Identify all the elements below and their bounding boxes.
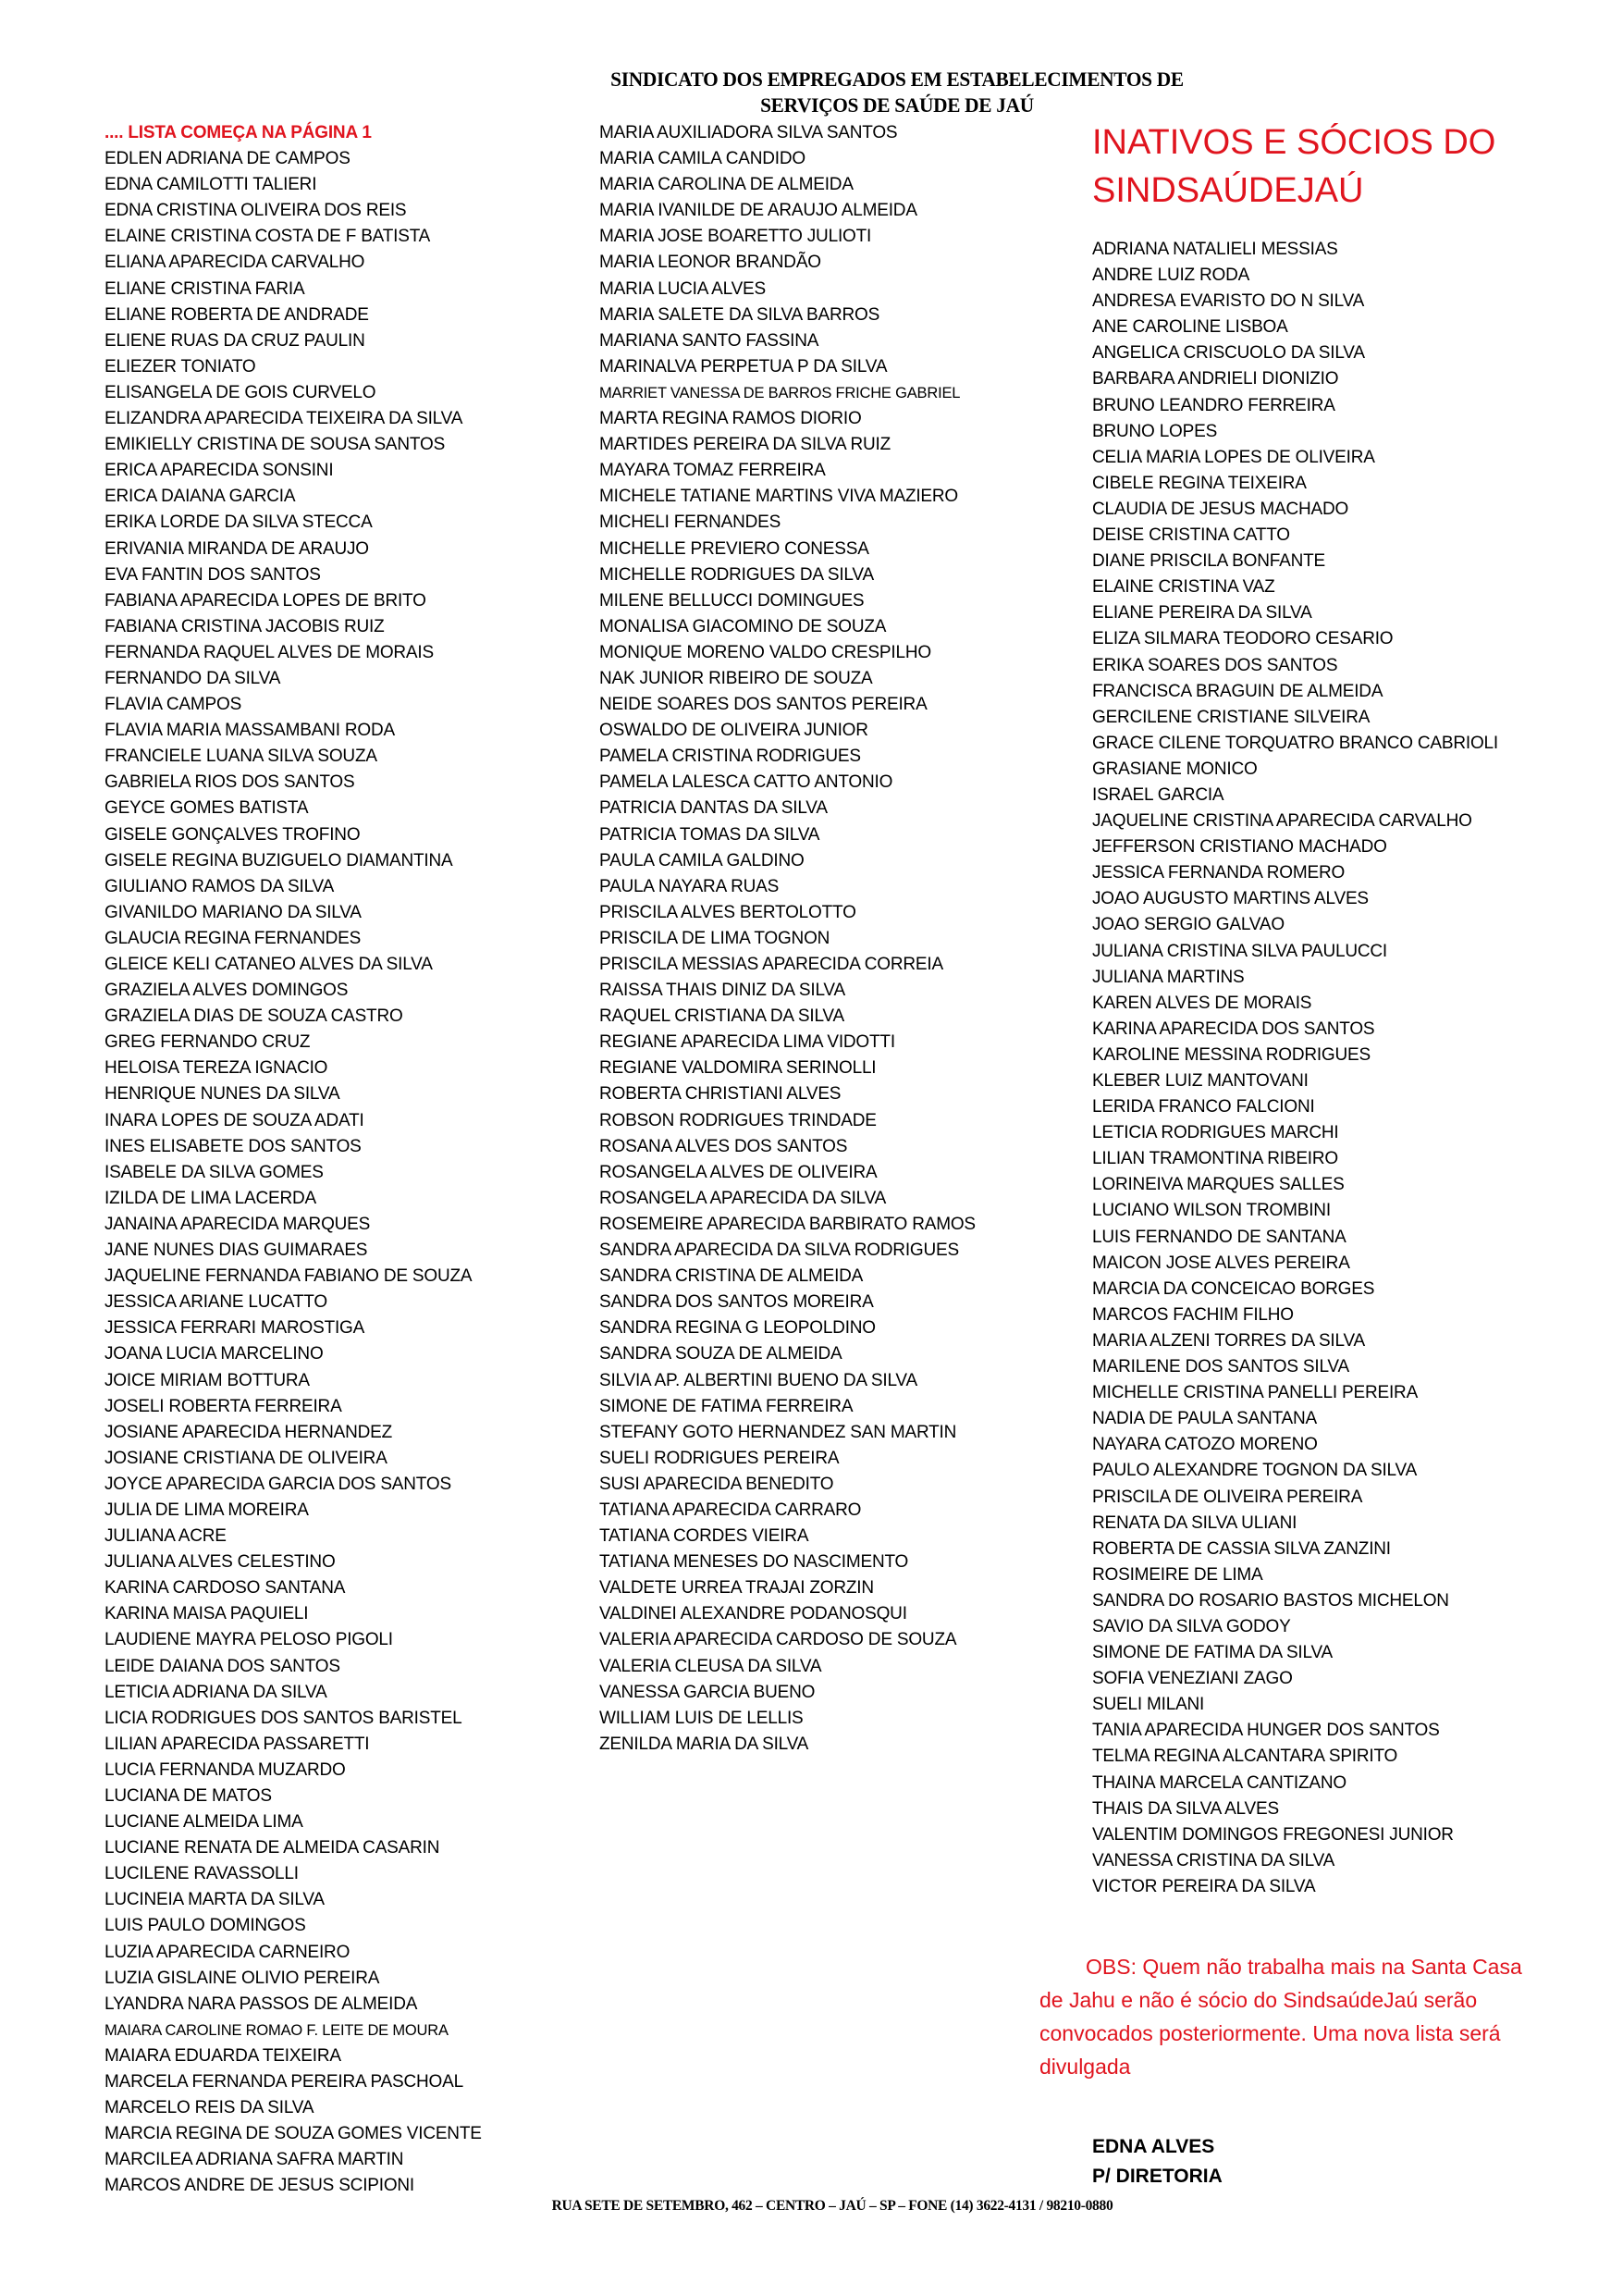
list-item: SANDRA CRISTINA DE ALMEIDA xyxy=(599,1266,864,1287)
list-item: ADRIANA NATALIELI MESSIAS xyxy=(1092,240,1338,259)
list-item: LUCINEIA MARTA DA SILVA xyxy=(105,1890,325,1910)
list-item: JOSIANE APARECIDA HERNANDEZ xyxy=(105,1422,392,1442)
name-list-column-2 xyxy=(599,120,976,1758)
header-line-1: SINDICATO DOS EMPREGADOS EM ESTABELECIMENTOS DE xyxy=(610,68,1184,91)
list-item: GEYCE GOMES BATISTA xyxy=(105,798,309,819)
list-item: GISELE GONÇALVES TROFINO xyxy=(105,824,361,845)
list-item: ELIANE CRISTINA FARIA xyxy=(105,278,305,299)
signature-role: P/ DIRETORIA xyxy=(1092,2166,1223,2187)
list-item: JOICE MIRIAM BOTTURA xyxy=(105,1370,310,1390)
list-item: ISABELE DA SILVA GOMES xyxy=(105,1162,324,1182)
list-item: PRISCILA DE OLIVEIRA PEREIRA xyxy=(1092,1487,1363,1507)
list-item: VALDINEI ALEXANDRE PODANOSQUI xyxy=(599,1604,907,1624)
list-item: MARCIA REGINA DE SOUZA GOMES VICENTE xyxy=(105,2124,482,2144)
list-item: HENRIQUE NUNES DA SILVA xyxy=(105,1084,340,1105)
list-item: JAQUELINE CRISTINA APARECIDA CARVALHO xyxy=(1092,811,1472,832)
list-item: REGIANE APARECIDA LIMA VIDOTTI xyxy=(599,1032,895,1053)
list-item: KAROLINE MESSINA RODRIGUES xyxy=(1092,1044,1371,1065)
list-item: SUSI APARECIDA BENEDITO xyxy=(599,1474,834,1494)
list-item: LUZIA APARECIDA CARNEIRO xyxy=(105,1942,350,1962)
list-item: LUZIA GISLAINE OLIVIO PEREIRA xyxy=(105,1968,380,1988)
list-item: SAVIO DA SILVA GODOY xyxy=(1092,1616,1291,1636)
list-item: SANDRA SOUZA DE ALMEIDA xyxy=(599,1344,842,1364)
list-item: ANE CAROLINE LISBOA xyxy=(1092,317,1288,338)
list-item: PRISCILA MESSIAS APARECIDA CORREIA xyxy=(599,955,943,974)
list-item: VALENTIM DOMINGOS FREGONESI JUNIOR xyxy=(1092,1824,1454,1845)
list-item: LUCILENE RAVASSOLLI xyxy=(105,1864,299,1884)
list-item: NAK JUNIOR RIBEIRO DE SOUZA xyxy=(599,668,873,688)
list-item: LUIS PAULO DOMINGOS xyxy=(105,1916,306,1936)
list-item: MARIA IVANILDE DE ARAUJO ALMEIDA xyxy=(599,201,917,221)
list-item: KARINA CARDOSO SANTANA xyxy=(105,1578,346,1599)
list-item: JAQUELINE FERNANDA FABIANO DE SOUZA xyxy=(105,1266,473,1287)
list-item: VICTOR PEREIRA DA SILVA xyxy=(1092,1876,1316,1896)
list-item: GABRIELA RIOS DOS SANTOS xyxy=(105,772,355,793)
inativos-title-line-2: SINDSAÚDEJAÚ xyxy=(1092,171,1364,210)
list-item: GREG FERNANDO CRUZ xyxy=(105,1032,311,1053)
list-item: JESSICA FERRARI MAROSTIGA xyxy=(105,1318,365,1339)
list-item: JOSELI ROBERTA FERREIRA xyxy=(105,1396,342,1416)
list-item: JOSIANE CRISTIANA DE OLIVEIRA xyxy=(105,1448,387,1468)
list-item: VALERIA APARECIDA CARDOSO DE SOUZA xyxy=(599,1630,957,1650)
list-item: VALERIA CLEUSA DA SILVA xyxy=(599,1656,822,1676)
list-item: NAYARA CATOZO MORENO xyxy=(1092,1435,1318,1455)
list-item: NADIA DE PAULA SANTANA xyxy=(1092,1409,1318,1429)
list-item: LETICIA RODRIGUES MARCHI xyxy=(1092,1123,1339,1143)
list-item: SUELI RODRIGUES PEREIRA xyxy=(599,1448,840,1468)
list-item: ROBERTA DE CASSIA SILVA ZANZINI xyxy=(1092,1538,1391,1559)
inativos-section-title xyxy=(1092,118,1495,215)
header-line-2: SERVIÇOS DE SAÚDE DE JAÚ xyxy=(760,93,1034,117)
list-item: MARIANA SANTO FASSINA xyxy=(599,330,819,351)
list-item: DIANE PRISCILA BONFANTE xyxy=(1092,551,1325,572)
observation-note: OBS: Quem não trabalha mais na Santa Casa de Jahu e não é sócio do SindsaúdeJaú serão convocados posteriormente. Uma nova lista será divulgada xyxy=(1039,1955,1522,2079)
list-item: SIMONE DE FATIMA FERREIRA xyxy=(599,1396,854,1416)
list-item: GRASIANE MONICO xyxy=(1092,759,1258,779)
list-item: RENATA DA SILVA ULIANI xyxy=(1092,1512,1297,1533)
list-item: JULIANA ACRE xyxy=(105,1526,227,1547)
list-item: FRANCISCA BRAGUIN DE ALMEIDA xyxy=(1092,681,1383,701)
list-item: CIBELE REGINA TEIXEIRA xyxy=(1092,473,1307,493)
list-item: ELIEZER TONIATO xyxy=(105,356,256,376)
list-item: ANDRESA EVARISTO DO N SILVA xyxy=(1092,291,1365,312)
list-item: SANDRA REGINA G LEOPOLDINO xyxy=(599,1318,876,1339)
list-item: FRANCIELE LUANA SILVA SOUZA xyxy=(105,747,377,767)
list-item: PAULA CAMILA GALDINO xyxy=(599,850,805,870)
list-item: MICHELLE PREVIERO CONESSA xyxy=(599,538,869,559)
list-item: ELAINE CRISTINA COSTA DE F BATISTA xyxy=(105,227,431,247)
list-item: SANDRA APARECIDA DA SILVA RODRIGUES xyxy=(599,1241,959,1261)
inativos-title-line-1: INATIVOS E SÓCIOS DO xyxy=(1092,123,1496,162)
list-item: PRISCILA DE LIMA TOGNON xyxy=(599,928,830,948)
list-item: FABIANA APARECIDA LOPES DE BRITO xyxy=(105,590,426,611)
list-item: KARINA APARECIDA DOS SANTOS xyxy=(1092,1018,1375,1039)
list-item: SANDRA DOS SANTOS MOREIRA xyxy=(599,1292,874,1313)
list-item: SOFIA VENEZIANI ZAGO xyxy=(1092,1669,1293,1689)
list-item: MARIA LEONOR BRANDÃO xyxy=(599,253,821,273)
list-item: ANGELICA CRISCUOLO DA SILVA xyxy=(1092,343,1365,364)
list-item: ANDRE LUIZ RODA xyxy=(1092,265,1250,286)
list-item: CELIA MARIA LOPES DE OLIVEIRA xyxy=(1092,447,1375,467)
list-item: FERNANDO DA SILVA xyxy=(105,668,281,688)
list-item: JOAO SERGIO GALVAO xyxy=(1092,915,1285,935)
list-item: VALDETE URREA TRAJAI ZORZIN xyxy=(599,1578,874,1599)
list-item: LUCIANE RENATA DE ALMEIDA CASARIN xyxy=(105,1838,440,1858)
list-item: EDNA CAMILOTTI TALIERI xyxy=(105,175,317,195)
list-item: MARCOS ANDRE DE JESUS SCIPIONI xyxy=(105,2176,415,2196)
list-item: SIMONE DE FATIMA DA SILVA xyxy=(1092,1643,1334,1663)
list-item: LILIAN APARECIDA PASSARETTI xyxy=(105,1734,370,1754)
list-item: LUCIANE ALMEIDA LIMA xyxy=(105,1812,303,1833)
list-item: FERNANDA RAQUEL ALVES DE MORAIS xyxy=(105,642,434,662)
list-item: NEIDE SOARES DOS SANTOS PEREIRA xyxy=(599,695,928,715)
list-item: SANDRA DO ROSARIO BASTOS MICHELON xyxy=(1092,1590,1449,1611)
list-item: MICHELLE RODRIGUES DA SILVA xyxy=(599,564,874,585)
list-item: ELIZA SILMARA TEODORO CESARIO xyxy=(1092,629,1394,649)
list-item: JULIANA MARTINS xyxy=(1092,967,1245,987)
list-item: HELOISA TEREZA IGNACIO xyxy=(105,1058,328,1079)
list-item: OSWALDO DE OLIVEIRA JUNIOR xyxy=(599,721,868,741)
list-item: ERICA DAIANA GARCIA xyxy=(105,487,296,507)
list-item: ROSANGELA APARECIDA DA SILVA xyxy=(599,1188,887,1208)
list-item: VANESSA CRISTINA DA SILVA xyxy=(1092,1850,1335,1870)
list-item: PAULA NAYARA RUAS xyxy=(599,876,780,896)
list-item: JEFFERSON CRISTIANO MACHADO xyxy=(1092,837,1387,858)
list-item: KLEBER LUIZ MANTOVANI xyxy=(1092,1071,1309,1091)
list-item: JESSICA ARIANE LUCATTO xyxy=(105,1292,327,1313)
footer-address: RUA SETE DE SETEMBRO, 462 – CENTRO – JAÚ – SP – FONE (14) 3622-4131 / 98210-0880 xyxy=(551,2198,1113,2214)
list-item: ROSEMEIRE APARECIDA BARBIRATO RAMOS xyxy=(599,1214,976,1234)
list-item: LUCIANO WILSON TROMBINI xyxy=(1092,1201,1331,1221)
list-continuation-note: .... LISTA COMEÇA NA PÁGINA 1 xyxy=(105,123,372,142)
list-item: LUIS FERNANDO DE SANTANA xyxy=(1092,1227,1346,1247)
list-item: MARIA CAROLINA DE ALMEIDA xyxy=(599,175,854,195)
list-item: LYANDRA NARA PASSOS DE ALMEIDA xyxy=(105,1994,418,2014)
list-item: MARCOS FACHIM FILHO xyxy=(1092,1304,1294,1325)
list-item: MARIA AUXILIADORA SILVA SANTOS xyxy=(599,123,898,142)
list-item: MICHELI FERNANDES xyxy=(599,512,781,533)
list-item: ROSIMEIRE DE LIMA xyxy=(1092,1564,1263,1585)
list-item: TATIANA MENESES DO NASCIMENTO xyxy=(599,1552,909,1573)
list-item: MARCELO REIS DA SILVA xyxy=(105,2098,314,2118)
list-item: KAREN ALVES DE MORAIS xyxy=(1092,993,1312,1013)
list-item: WILLIAM LUIS DE LELLIS xyxy=(599,1708,804,1728)
list-item: JOYCE APARECIDA GARCIA DOS SANTOS xyxy=(105,1474,451,1494)
list-item: MICHELE TATIANE MARTINS VIVA MAZIERO xyxy=(599,487,958,507)
list-item: GLAUCIA REGINA FERNANDES xyxy=(105,928,362,948)
list-item: ELAINE CRISTINA VAZ xyxy=(1092,577,1275,598)
list-item: TELMA REGINA ALCANTARA SPIRITO xyxy=(1092,1747,1398,1767)
list-item: EMIKIELLY CRISTINA DE SOUSA SANTOS xyxy=(105,435,446,455)
signature-block xyxy=(1092,2132,1223,2191)
list-item: MONIQUE MORENO VALDO CRESPILHO xyxy=(599,642,931,662)
list-item: VANESSA GARCIA BUENO xyxy=(599,1682,816,1702)
list-item: THAINA MARCELA CANTIZANO xyxy=(1092,1772,1346,1793)
list-item: MARIA CAMILA CANDIDO xyxy=(599,149,805,169)
list-item: LUCIANA DE MATOS xyxy=(105,1786,272,1806)
list-item: ROSANGELA ALVES DE OLIVEIRA xyxy=(599,1162,878,1182)
list-item: TATIANA APARECIDA CARRARO xyxy=(599,1500,862,1520)
list-item: TATIANA CORDES VIEIRA xyxy=(599,1526,809,1547)
list-item: JESSICA FERNANDA ROMERO xyxy=(1092,863,1346,883)
list-item: EDLEN ADRIANA DE CAMPOS xyxy=(105,149,350,169)
list-item: MARIA SALETE DA SILVA BARROS xyxy=(599,304,880,325)
list-item: PATRICIA TOMAS DA SILVA xyxy=(599,824,820,845)
list-item: MONALISA GIACOMINO DE SOUZA xyxy=(599,616,887,636)
list-item: ROBERTA CHRISTIANI ALVES xyxy=(599,1084,842,1105)
list-item: DEISE CRISTINA CATTO xyxy=(1092,525,1290,546)
list-item: MARIA ALZENI TORRES DA SILVA xyxy=(1092,1330,1365,1351)
list-item: ELIANE PEREIRA DA SILVA xyxy=(1092,603,1312,623)
list-item: KARINA MAISA PAQUIELI xyxy=(105,1604,309,1624)
list-item: EDNA CRISTINA OLIVEIRA DOS REIS xyxy=(105,201,407,221)
list-item: RAQUEL CRISTIANA DA SILVA xyxy=(599,1006,844,1027)
list-item: MARCELA FERNANDA PEREIRA PASCHOAL xyxy=(105,2072,463,2092)
list-item: GIVANILDO MARIANO DA SILVA xyxy=(105,902,362,922)
list-item: PAULO ALEXANDRE TOGNON DA SILVA xyxy=(1092,1461,1418,1481)
list-item: MARIA LUCIA ALVES xyxy=(599,278,766,299)
list-item: CLAUDIA DE JESUS MACHADO xyxy=(1092,499,1349,519)
list-item: BRUNO LEANDRO FERREIRA xyxy=(1092,395,1335,415)
list-item: MARILENE DOS SANTOS SILVA xyxy=(1092,1357,1349,1377)
list-item: MARCILEA ADRIANA SAFRA MARTIN xyxy=(105,2150,404,2170)
list-item: TANIA APARECIDA HUNGER DOS SANTOS xyxy=(1092,1721,1440,1741)
list-item: MAIARA EDUARDA TEIXEIRA xyxy=(105,2045,341,2066)
list-item: REGIANE VALDOMIRA SERINOLLI xyxy=(599,1058,877,1079)
list-item: THAIS DA SILVA ALVES xyxy=(1092,1798,1279,1819)
list-item: MARRIET VANESSA DE BARROS FRICHE GABRIEL xyxy=(599,384,961,401)
list-item: LAUDIENE MAYRA PELOSO PIGOLI xyxy=(105,1630,393,1650)
list-item: MARTIDES PEREIRA DA SILVA RUIZ xyxy=(599,435,891,455)
list-item: ROBSON RODRIGUES TRINDADE xyxy=(599,1110,877,1130)
list-item: ERIVANIA MIRANDA DE ARAUJO xyxy=(105,538,369,559)
list-item: MAICON JOSE ALVES PEREIRA xyxy=(1092,1253,1350,1273)
list-item: STEFANY GOTO HERNANDEZ SAN MARTIN xyxy=(599,1422,957,1442)
list-item: PATRICIA DANTAS DA SILVA xyxy=(599,798,828,819)
list-item: JOANA LUCIA MARCELINO xyxy=(105,1344,324,1364)
list-item: ELIANE ROBERTA DE ANDRADE xyxy=(105,304,369,325)
list-item: MAYARA TOMAZ FERREIRA xyxy=(599,461,826,481)
list-item: SUELI MILANI xyxy=(1092,1695,1205,1715)
list-item: BRUNO LOPES xyxy=(1092,421,1218,441)
list-item: EVA FANTIN DOS SANTOS xyxy=(105,564,321,585)
list-item: ELIANA APARECIDA CARVALHO xyxy=(105,253,365,273)
list-item: SILVIA AP. ALBERTINI BUENO DA SILVA xyxy=(599,1370,917,1390)
list-item: RAISSA THAIS DINIZ DA SILVA xyxy=(599,981,845,1001)
list-item: JOAO AUGUSTO MARTINS ALVES xyxy=(1092,889,1369,909)
list-item: ISRAEL GARCIA xyxy=(1092,784,1224,805)
name-list-column-1 xyxy=(105,120,482,2200)
list-item: JANE NUNES DIAS GUIMARAES xyxy=(105,1241,368,1261)
list-item: INES ELISABETE DOS SANTOS xyxy=(105,1136,362,1156)
list-item: MARCIA DA CONCEICAO BORGES xyxy=(1092,1278,1375,1299)
list-item: LORINEIVA MARQUES SALLES xyxy=(1092,1175,1345,1195)
list-item: ERIKA SOARES DOS SANTOS xyxy=(1092,655,1338,675)
list-item: GRACE CILENE TORQUATRO BRANCO CABRIOLI xyxy=(1092,733,1498,753)
list-item: LERIDA FRANCO FALCIONI xyxy=(1092,1097,1315,1117)
list-item: ZENILDA MARIA DA SILVA xyxy=(599,1734,809,1754)
name-list-column-3 xyxy=(1092,237,1498,1900)
list-item: MICHELLE CRISTINA PANELLI PEREIRA xyxy=(1092,1383,1419,1403)
list-item: GLEICE KELI CATANEO ALVES DA SILVA xyxy=(105,955,433,974)
signature-name: EDNA ALVES xyxy=(1092,2136,1215,2157)
list-item: PAMELA CRISTINA RODRIGUES xyxy=(599,747,861,767)
list-item: LEIDE DAIANA DOS SANTOS xyxy=(105,1656,340,1676)
list-item: LICIA RODRIGUES DOS SANTOS BARISTEL xyxy=(105,1708,462,1728)
list-item: MARTA REGINA RAMOS DIORIO xyxy=(599,409,862,429)
list-item: ROSANA ALVES DOS SANTOS xyxy=(599,1136,848,1156)
list-item: ELIZANDRA APARECIDA TEIXEIRA DA SILVA xyxy=(105,409,463,429)
list-item: GIULIANO RAMOS DA SILVA xyxy=(105,876,335,896)
list-item: LUCIA FERNANDA MUZARDO xyxy=(105,1759,346,1780)
list-item: IZILDA DE LIMA LACERDA xyxy=(105,1188,316,1208)
list-item: INARA LOPES DE SOUZA ADATI xyxy=(105,1110,364,1130)
list-item: BARBARA ANDRIELI DIONIZIO xyxy=(1092,369,1339,389)
list-item: FABIANA CRISTINA JACOBIS RUIZ xyxy=(105,616,385,636)
list-item: GRAZIELA ALVES DOMINGOS xyxy=(105,981,349,1001)
list-item: LILIAN TRAMONTINA RIBEIRO xyxy=(1092,1149,1338,1169)
list-item: JULIA DE LIMA MOREIRA xyxy=(105,1500,309,1520)
list-item: ELIENE RUAS DA CRUZ PAULIN xyxy=(105,330,365,351)
list-item: MILENE BELLUCCI DOMINGUES xyxy=(599,590,865,611)
list-item: ERIKA LORDE DA SILVA STECCA xyxy=(105,512,373,533)
list-item: GRAZIELA DIAS DE SOUZA CASTRO xyxy=(105,1006,403,1027)
list-item: ERICA APARECIDA SONSINI xyxy=(105,461,334,481)
list-item: MAIARA CAROLINE ROMAO F. LEITE DE MOURA xyxy=(105,2021,449,2039)
list-item: GISELE REGINA BUZIGUELO DIAMANTINA xyxy=(105,850,453,870)
list-item: JULIANA ALVES CELESTINO xyxy=(105,1552,336,1573)
list-item: MARIA JOSE BOARETTO JULIOTI xyxy=(599,227,872,247)
list-item: JANAINA APARECIDA MARQUES xyxy=(105,1214,371,1234)
list-item: JULIANA CRISTINA SILVA PAULUCCI xyxy=(1092,941,1388,961)
list-item: ELISANGELA DE GOIS CURVELO xyxy=(105,382,376,402)
list-item: PAMELA LALESCA CATTO ANTONIO xyxy=(599,772,893,793)
document-header xyxy=(529,67,1264,118)
list-item: PRISCILA ALVES BERTOLOTTO xyxy=(599,902,856,922)
list-item: LETICIA ADRIANA DA SILVA xyxy=(105,1682,327,1702)
list-item: GERCILENE CRISTIANE SILVEIRA xyxy=(1092,707,1371,727)
list-item: MARINALVA PERPETUA P DA SILVA xyxy=(599,356,888,376)
list-item: FLAVIA CAMPOS xyxy=(105,695,242,715)
list-item: FLAVIA MARIA MASSAMBANI RODA xyxy=(105,721,395,741)
